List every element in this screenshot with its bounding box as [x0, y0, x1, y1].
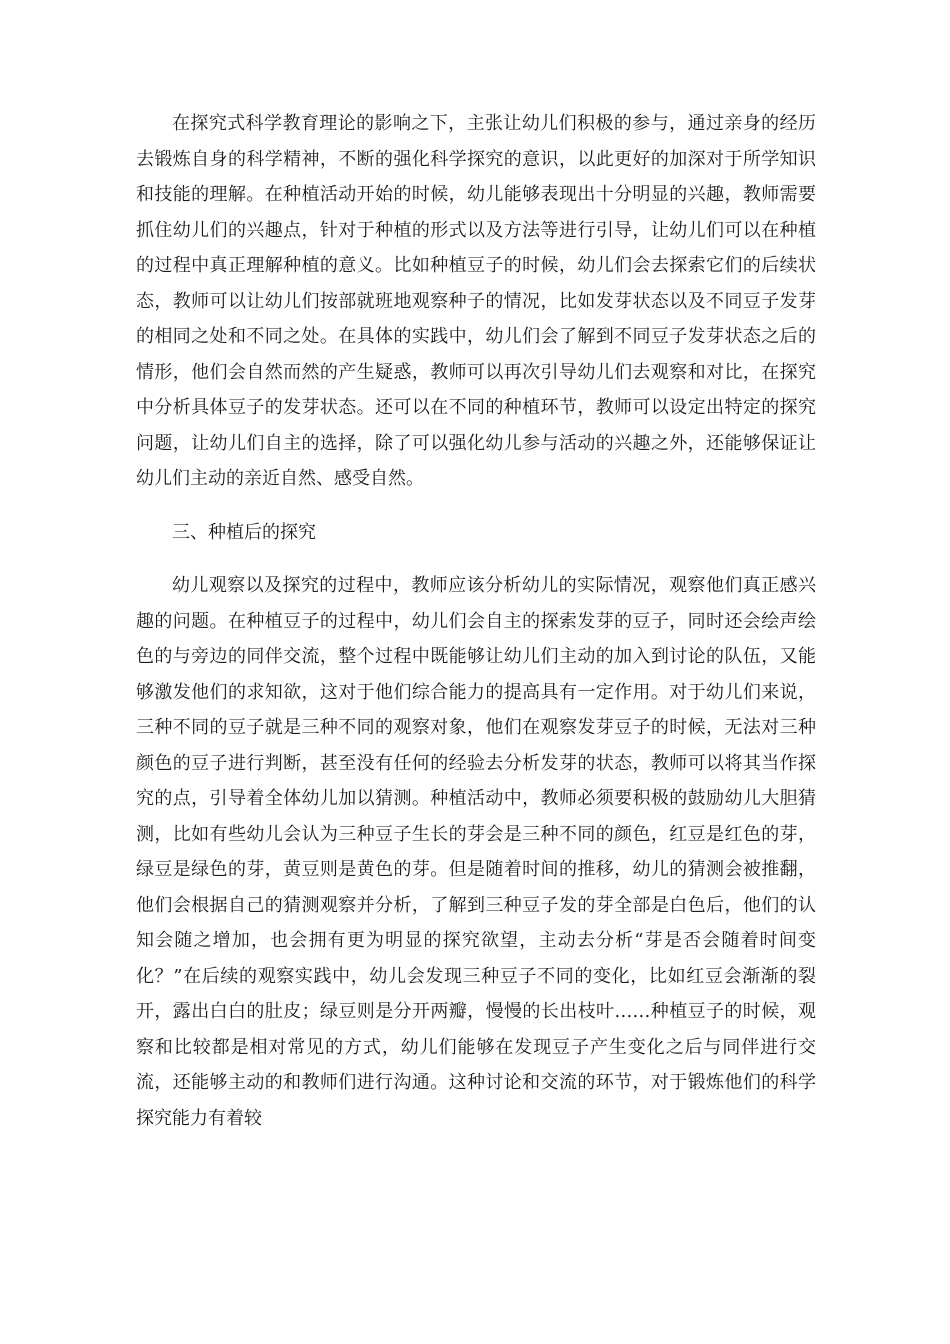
section-heading: 三、种植后的探究: [172, 521, 316, 543]
paragraph-inquiry-education: 在探究式科学教育理论的影响之下，主张让幼儿们积极的参与，通过亲身的经历去锻炼自身的科学精神，不断的强化科学探究的意识，以此更好的加深对于所学知识和技能的理解。在种植活动开始的时候，幼儿能够表现出十分明显的兴趣，教师需要抓住幼儿们的兴趣点，针对于种植的形式以及方法等进行引导，让幼儿们可以在种植的过程中真正理解种植的意义。比如种植豆子的时候，幼儿们会去探索它们的后续状态，教师可以让幼儿们按部就班地观察种子的情况，比如发芽状态以及不同豆子发芽的相同之处和不同之处。在具体的实践中，幼儿们会了解到不同豆子发芽状态之后的情形，他们会自然而然的产生疑惑，教师可以再次引导幼儿们去观察和对比，在探究中分析具体豆子的发芽状态。还可以在不同的种植环节，教师可以设定出特定的探究问题，让幼儿们自主的选择，除了可以强化幼儿参与活动的兴趣之外，还能够保证让幼儿们主动的亲近自然、感受自然。: [136, 113, 816, 489]
paragraph-post-planting-inquiry: 幼儿观察以及探究的过程中，教师应该分析幼儿的实际情况，观察他们真正感兴趣的问题。在种植豆子的过程中，幼儿们会自主的探索发芽的豆子，同时还会绘声绘色的与旁边的同伴交流，整个过程中既能够让幼儿们主动的加入到讨论的队伍，又能够激发他们的求知欲，这对于他们综合能力的提高具有一定作用。对于幼儿们来说，三种不同的豆子就是三种不同的观察对象，他们在观察发芽豆子的时候，无法对三种颜色的豆子进行判断，甚至没有任何的经验去分析发芽的状态，教师可以将其当作探究的点，引导着全体幼儿加以猜测。种植活动中，教师必须要积极的鼓励幼儿大胆猜测，比如有些幼儿会认为三种豆子生长的芽会是三种不同的颜色，红豆是红色的芽，绿豆是绿色的芽，黄豆则是黄色的芽。但是随着时间的推移，幼儿的猜测会被推翻，他们会根据自己的猜测观察并分析，了解到三种豆子发的芽全部是白色后，他们的认知会随之增加，也会拥有更为明显的探究欲望，主动去分析“芽是否会随着时间变化？”在后续的观察实践中，幼儿会发现三种豆子不同的变化，比如红豆会渐渐的裂开，露出白白的肚皮；绿豆则是分开两瓣，慢慢的长出枝叶……种植豆子的时候，观察和比较都是相对常见的方式，幼儿们能够在发现豆子产生变化之后与同伴进行交流，还能够主动的和教师们进行沟通。这种讨论和交流的环节，对于锻炼他们的科学探究能力有着较: [136, 575, 816, 1129]
paragraph-spacer: [136, 550, 816, 568]
document-body: [136, 106, 816, 1136]
paragraph-spacer: [136, 497, 816, 515]
